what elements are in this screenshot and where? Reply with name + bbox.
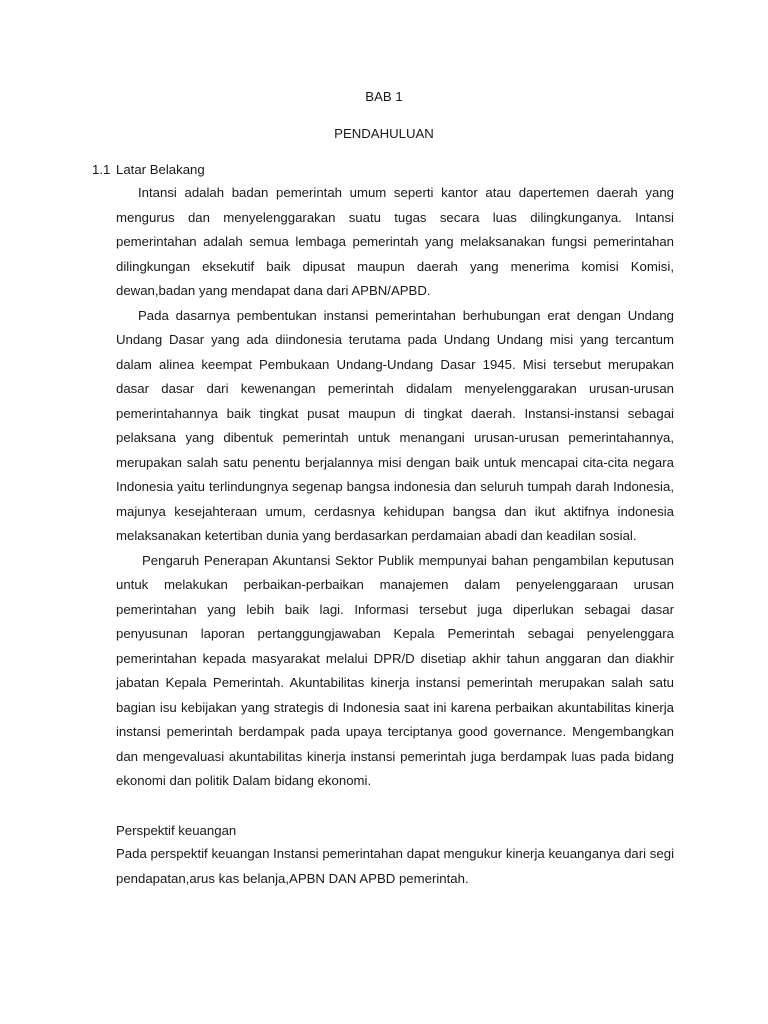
paragraph: Pada perspektif keuangan Instansi pemerintahan dapat mengukur kinerja keuanganya dari segi pendapatan,arus kas belanja,APBN DAN APBD pemerintah. [116, 846, 674, 886]
paragraph: Pengaruh Penerapan Akuntansi Sektor Publik mempunyai bahan pengambilan keputusan untuk melakukan perbaikan-perbaikan manajemen dalam penyelenggaraan urusan pemerintahan yang lebih baik lagi. Informasi tersebut juga diperlukan sebagai dasar penyusunan laporan pertanggungjawaban Kepala Pemerintah sebagai penyelenggara pemerintahan kepada masyarakat melalui DPR/D disetiap akhir tahun anggaran dan diakhir jabatan Kepala Pemerintah. Akuntabilitas kinerja instansi pemerintah merupakan salah satu bagian isu kebijakan yang strategis di Indonesia saat ini karena perbaikan akuntabilitas kinerja instansi pemerintah berdampak pada upaya terciptanya good governance. Mengembangkan dan mengevaluasi akuntabilitas kinerja instansi pemerintah juga berdampak luas pada bidang ekonomi dan politik Dalam bidang ekonomi. [116, 552, 674, 788]
body-text [116, 181, 674, 794]
subsection-heading: Perspektif keuangan [116, 823, 237, 838]
section-number: 1.1 [92, 162, 111, 177]
paragraph: Pada dasarnya pembentukan instansi pemerintahan berhubungan erat dengan Undang Undang Dasar yang ada diindonesia terutama pada Undang Undang misi yang tercantum dalam alinea keempat Pembukaan Undang-Undang Dasar 1945. Misi tersebut merupakan dasar dasar dari kewenangan pemerintah didalam menyelenggarakan urusan-urusan pemerintahannya baik tingkat pusat maupun di tingkat daerah. Instansi-instansi sebagai pelaksana yang dibentuk pemerintah untuk menangani urusan-urusan pemerintahannya, merupakan salah satu penentu berjalannya misi dengan baik untuk mencapai cita-cita negara Indonesia yaitu terlindungnya segenap bangsa indonesia dan seluruh tumpah darah Indonesia, majunya kesejahteraan umum, cerdasnya kehidupan bangsa dan ikut aktifnya indonesia melaksanakan ketertiban dunia yang berdasarkan perdamaian abadi dan keadilan sosial. [116, 307, 674, 543]
paragraph: Intansi adalah badan pemerintah umum seperti kantor atau dapertemen daerah yang mengurus dan menyelenggarakan suatu tugas secara luas dilingkunganya. Intansi pemerintahan adalah semua lembaga pemerintah yang melaksanakan fungsi pemerintahan dilingkungan eksekutif baik dipusat maupun daerah yang menerima komisi Komisi, dewan,badan yang mendapat dana dari APBN/APBD. [116, 185, 674, 298]
section-heading [92, 161, 205, 179]
chapter-label: BAB 1 [365, 89, 403, 104]
section-title: Latar Belakang [116, 162, 205, 177]
subsection-body [116, 842, 674, 891]
chapter-title: PENDAHULUAN [334, 126, 434, 141]
